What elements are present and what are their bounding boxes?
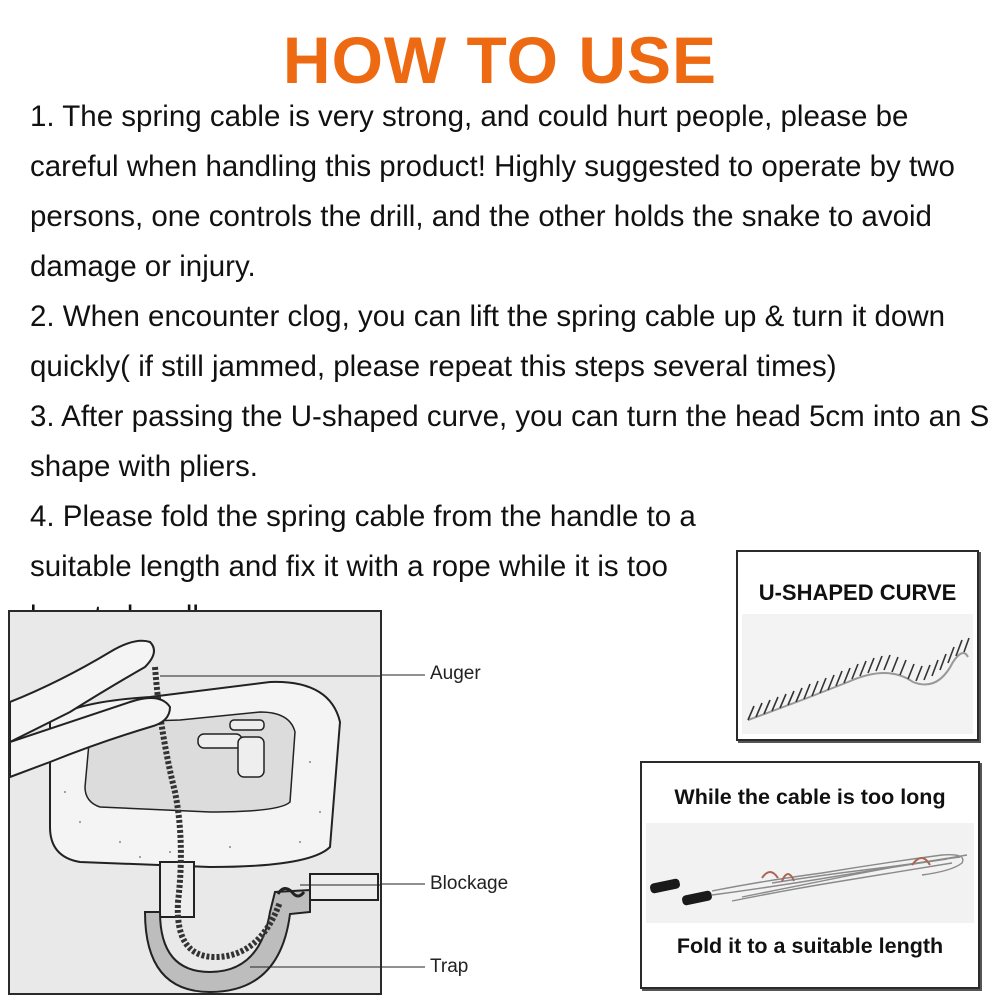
fold-cable-panel (640, 761, 980, 989)
step-4: 4. Please fold the spring cable from the handle to a suitable length and fix it with a rope while it is too (30, 500, 696, 583)
step-1: 1. The spring cable is very strong, and could hurt people, please be careful when handling this product! Highly suggested to operate by two persons, one controls the drill, and the other holds the snake to avoid damage or injury. (30, 100, 955, 283)
page-title: HOW TO USE (282, 23, 718, 97)
spring-coil-photo (738, 552, 977, 739)
step-3: 3. After passing the U-shaped curve, you can turn the head 5cm into an S shape with pliers. (30, 400, 990, 483)
label-blockage: Blockage (430, 873, 509, 894)
u-shaped-curve-panel (736, 550, 979, 741)
sink-diagram (8, 610, 382, 995)
label-trap: Trap (430, 956, 469, 977)
sink-illustration (10, 612, 380, 993)
fold-caption-bottom: Fold it to a suitable length (676, 934, 944, 958)
fold-caption-top: While the cable is too long (674, 785, 946, 809)
step-2: 2. When encounter clog, you can lift the spring cable up & turn it down quickly( if still jammed, please repeat this steps several times) (30, 300, 946, 383)
label-auger: Auger (430, 663, 481, 684)
u-shaped-curve-caption: U-SHAPED CURVE (758, 580, 957, 605)
